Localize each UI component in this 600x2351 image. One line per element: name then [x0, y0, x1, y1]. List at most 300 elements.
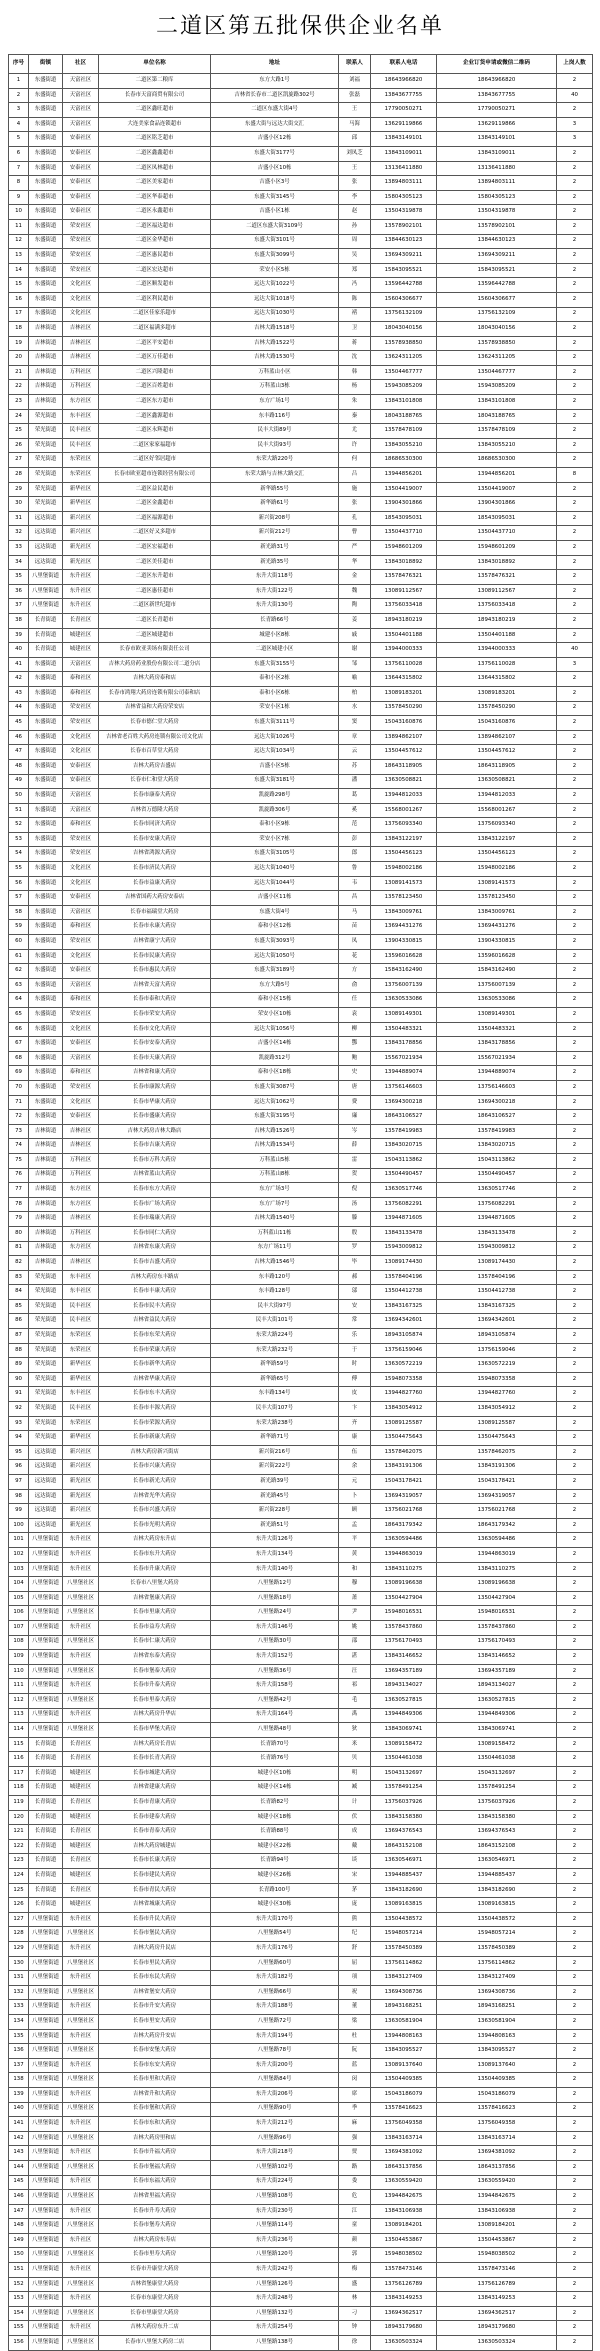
row-number-cell: 30	[9, 497, 29, 512]
town-cell: 八里堡街道	[29, 1562, 63, 1577]
staff-count-cell: 2	[557, 1635, 593, 1650]
community-cell: 荣安社区	[63, 234, 99, 249]
unit-name-cell: 长春市光明大药房	[99, 1518, 211, 1533]
table-row	[9, 1781, 593, 1796]
table-row	[9, 978, 593, 993]
row-number-cell: 132	[9, 1985, 29, 2000]
phone-cell: 13504412738	[371, 1285, 437, 1300]
phone-cell: 13944000333	[371, 643, 437, 658]
order-channel-cell: 13756126789	[437, 2277, 557, 2292]
order-channel-cell: 15043186079	[437, 2087, 557, 2102]
contact-cell: 尹	[339, 1606, 371, 1621]
contact-cell: 史	[339, 1066, 371, 1081]
table-row	[9, 365, 593, 380]
order-channel-cell: 13944842675	[437, 2190, 557, 2205]
unit-name-cell: 二道区美家超市	[99, 176, 211, 191]
table-row	[9, 1080, 593, 1095]
row-number-cell: 49	[9, 774, 29, 789]
unit-name-cell: 长春市瑞康大药房	[99, 1212, 211, 1227]
staff-count-cell: 2	[557, 1839, 593, 1854]
table-row	[9, 1533, 593, 1548]
table-row	[9, 2219, 593, 2234]
table-container	[8, 54, 592, 2345]
row-number-cell: 57	[9, 891, 29, 906]
contact-cell: 韩	[339, 365, 371, 380]
unit-name-cell: 长春市华堡大药房	[99, 1723, 211, 1738]
address-cell: 八里堡路42号	[211, 1693, 339, 1708]
row-number-cell: 88	[9, 1343, 29, 1358]
address-cell: 东盛大街3177号	[211, 146, 339, 161]
contact-cell: 卞	[339, 1402, 371, 1417]
row-number-cell: 83	[9, 1270, 29, 1285]
contact-cell: 伍	[339, 1445, 371, 1460]
contact-cell: 邹	[339, 657, 371, 672]
town-cell: 荣光街道	[29, 1329, 63, 1344]
order-channel-cell: 13756110028	[437, 657, 557, 672]
order-channel-cell: 13578462075	[437, 1445, 557, 1460]
order-channel-cell: 18643137856	[437, 2160, 557, 2175]
contact-cell: 蓝	[339, 2058, 371, 2073]
staff-count-cell: 2	[557, 1533, 593, 1548]
phone-cell: 17790050271	[371, 103, 437, 118]
address-cell: 东升大街130号	[211, 599, 339, 614]
order-channel-cell: 13904301866	[437, 497, 557, 512]
contact-cell: 伏	[339, 1810, 371, 1825]
phone-cell: 13504457612	[371, 745, 437, 760]
town-cell: 八里堡街道	[29, 2087, 63, 2102]
row-number-cell: 154	[9, 2306, 29, 2321]
phone-cell: 13904301866	[371, 497, 437, 512]
community-cell: 民丰社区	[63, 1402, 99, 1417]
town-cell: 东盛街道	[29, 993, 63, 1008]
town-cell: 东盛街道	[29, 920, 63, 935]
order-channel-cell: 13629119866	[437, 117, 557, 132]
community-cell: 民丰社区	[63, 1314, 99, 1329]
town-cell: 荣光街道	[29, 1270, 63, 1285]
town-cell: 东盛街道	[29, 234, 63, 249]
row-number-cell: 67	[9, 1037, 29, 1052]
row-number-cell: 9	[9, 190, 29, 205]
table-row	[9, 716, 593, 731]
phone-cell: 13504401188	[371, 628, 437, 643]
contact-cell: 褚	[339, 307, 371, 322]
unit-name-cell: 长春市泰和大药房	[99, 993, 211, 1008]
address-cell: 东丰路116号	[211, 409, 339, 424]
order-channel-cell: 13089112567	[437, 584, 557, 599]
row-number-cell: 84	[9, 1285, 29, 1300]
staff-count-cell: 2	[557, 205, 593, 220]
unit-name-cell: 吉林省堡康堂大药房	[99, 2277, 211, 2292]
phone-cell: 13630546971	[371, 1854, 437, 1869]
row-number-cell: 39	[9, 628, 29, 643]
phone-cell: 15943009812	[371, 1241, 437, 1256]
community-cell: 八里堡社区	[63, 1577, 99, 1592]
table-row	[9, 613, 593, 628]
address-cell: 东盛大街3195号	[211, 1110, 339, 1125]
phone-cell: 13843054912	[371, 1402, 437, 1417]
staff-count-cell: 2	[557, 1402, 593, 1417]
unit-name-cell: 二道区惠民超市	[99, 249, 211, 264]
town-cell: 荣光街道	[29, 1314, 63, 1329]
header-no: 序号	[9, 55, 29, 74]
row-number-cell: 123	[9, 1854, 29, 1869]
contact-cell: 时	[339, 1358, 371, 1373]
order-channel-cell: 13843677755	[437, 88, 557, 103]
row-number-cell: 147	[9, 2204, 29, 2219]
order-channel-cell: 13504456123	[437, 847, 557, 862]
contact-cell: 郑	[339, 263, 371, 278]
table-row	[9, 1066, 593, 1081]
table-row	[9, 1270, 593, 1285]
table-row	[9, 847, 593, 862]
town-cell: 八里堡街道	[29, 2292, 63, 2307]
community-cell: 安泰社区	[63, 190, 99, 205]
contact-cell: 毕	[339, 1256, 371, 1271]
table-row	[9, 307, 593, 322]
address-cell: 八里堡路84号	[211, 2073, 339, 2088]
phone-cell: 13504319878	[371, 205, 437, 220]
row-number-cell: 127	[9, 1912, 29, 1927]
town-cell: 八里堡街道	[29, 2277, 63, 2292]
town-cell: 荣光街道	[29, 1387, 63, 1402]
phone-cell: 13756037926	[371, 1796, 437, 1811]
contact-cell: 余	[339, 1460, 371, 1475]
unit-name-cell: 吉林大药房升安店	[99, 2029, 211, 2044]
phone-cell: 13944842675	[371, 2190, 437, 2205]
row-number-cell: 96	[9, 1460, 29, 1475]
town-cell: 吉林街道	[29, 1241, 63, 1256]
town-cell: 东盛街道	[29, 716, 63, 731]
staff-count-cell: 2	[557, 161, 593, 176]
town-cell: 吉林街道	[29, 1168, 63, 1183]
phone-cell: 13944812033	[371, 789, 437, 804]
table-row	[9, 1489, 593, 1504]
unit-name-cell: 长春市仁和堂大药房	[99, 774, 211, 789]
contact-cell: 吕	[339, 468, 371, 483]
phone-cell: 13504461038	[371, 1752, 437, 1767]
community-cell: 泰和社区	[63, 818, 99, 833]
table-row	[9, 1971, 593, 1986]
contact-cell: 酆	[339, 1037, 371, 1052]
phone-cell: 13843106938	[371, 2204, 437, 2219]
address-cell: 东荣大路224号	[211, 1329, 339, 1344]
community-cell: 八里堡社区	[63, 1606, 99, 1621]
unit-name-cell: 长春市安堡大药房	[99, 2044, 211, 2059]
unit-name-cell: 二道区金鑫超市	[99, 497, 211, 512]
staff-count-cell: 3	[557, 657, 593, 672]
phone-cell: 13756146603	[371, 1080, 437, 1095]
town-cell: 八里堡街道	[29, 2204, 63, 2219]
row-number-cell: 11	[9, 219, 29, 234]
phone-cell: 13644315802	[371, 672, 437, 687]
town-cell: 荣光街道	[29, 1299, 63, 1314]
contact-cell: 韦	[339, 876, 371, 891]
town-cell: 荣光街道	[29, 424, 63, 439]
unit-name-cell: 长春市青民大药房	[99, 1883, 211, 1898]
phone-cell: 13624311205	[371, 351, 437, 366]
staff-count-cell: 2	[557, 219, 593, 234]
phone-cell: 13756159046	[371, 1343, 437, 1358]
town-cell: 八里堡街道	[29, 2131, 63, 2146]
order-channel-cell: 13504490457	[437, 1168, 557, 1183]
address-cell: 泰和小区18栋	[211, 1066, 339, 1081]
phone-cell: 13504483321	[371, 1022, 437, 1037]
community-cell: 安泰社区	[63, 964, 99, 979]
unit-name-cell: 吉林省堡安大药房	[99, 1985, 211, 2000]
unit-name-cell: 二道区兴隆超市	[99, 365, 211, 380]
order-channel-cell: 15043160876	[437, 716, 557, 731]
order-channel-cell: 13578123450	[437, 891, 557, 906]
community-cell: 长青社区	[63, 613, 99, 628]
table-row	[9, 789, 593, 804]
community-cell: 八里堡社区	[63, 2248, 99, 2263]
address-cell: 东升大街158号	[211, 1679, 339, 1694]
staff-count-cell: 2	[557, 1153, 593, 1168]
table-row	[9, 1475, 593, 1490]
phone-cell: 18943180219	[371, 613, 437, 628]
staff-count-cell: 2	[557, 2000, 593, 2015]
staff-count-cell: 2	[557, 1504, 593, 1519]
contact-cell: 蒋	[339, 336, 371, 351]
row-number-cell: 35	[9, 570, 29, 585]
row-number-cell: 95	[9, 1445, 29, 1460]
row-number-cell: 116	[9, 1752, 29, 1767]
row-number-cell: 113	[9, 1708, 29, 1723]
community-cell: 城建社区	[63, 1898, 99, 1913]
town-cell: 东盛街道	[29, 876, 63, 891]
community-cell: 新华社区	[63, 482, 99, 497]
order-channel-cell: 13843054912	[437, 1402, 557, 1417]
row-number-cell: 119	[9, 1796, 29, 1811]
row-number-cell: 22	[9, 380, 29, 395]
table-row	[9, 117, 593, 132]
staff-count-cell: 2	[557, 1796, 593, 1811]
unit-name-cell: 长春市东荣大药房	[99, 1329, 211, 1344]
unit-name-cell: 二道区长青超市	[99, 613, 211, 628]
unit-name-cell: 吉林省益民大药房	[99, 1314, 211, 1329]
unit-name-cell: 长春市八里堡大药房二店	[99, 2336, 211, 2351]
row-number-cell: 93	[9, 1416, 29, 1431]
table-row	[9, 2058, 593, 2073]
staff-count-cell: 2	[557, 74, 593, 89]
phone-cell: 13944808163	[371, 2029, 437, 2044]
phone-cell: 18643137856	[371, 2160, 437, 2175]
row-number-cell: 48	[9, 759, 29, 774]
phone-cell: 13756007139	[371, 978, 437, 993]
row-number-cell: 25	[9, 424, 29, 439]
community-cell: 八里堡社区	[63, 2336, 99, 2351]
address-cell: 民丰大街101号	[211, 1314, 339, 1329]
order-channel-cell: 18043188765	[437, 409, 557, 424]
address-cell: 新兴街208号	[211, 511, 339, 526]
phone-cell: 13578404196	[371, 1270, 437, 1285]
row-number-cell: 43	[9, 686, 29, 701]
address-cell: 东升大街126号	[211, 1533, 339, 1548]
town-cell: 八里堡街道	[29, 1927, 63, 1942]
phone-cell: 13843020715	[371, 1139, 437, 1154]
contact-cell: 张	[339, 176, 371, 191]
town-cell: 长青街道	[29, 1810, 63, 1825]
row-number-cell: 61	[9, 949, 29, 964]
unit-name-cell: 长春市华康大药房	[99, 1095, 211, 1110]
order-channel-cell: 13843178856	[437, 1037, 557, 1052]
phone-cell: 13694342601	[371, 1314, 437, 1329]
unit-name-cell: 吉林省光华大药房	[99, 1489, 211, 1504]
table-row	[9, 2204, 593, 2219]
address-cell: 远达大街1062号	[211, 1095, 339, 1110]
order-channel-cell: 13694342601	[437, 1314, 557, 1329]
community-cell: 八里堡社区	[63, 2160, 99, 2175]
phone-cell: 13756114862	[371, 1956, 437, 1971]
town-cell: 东盛街道	[29, 103, 63, 118]
contact-cell: 廉	[339, 1110, 371, 1125]
unit-name-cell: 吉林省里福大药房	[99, 2190, 211, 2205]
row-number-cell: 53	[9, 832, 29, 847]
order-channel-cell: 18943168251	[437, 2000, 557, 2015]
row-number-cell: 4	[9, 117, 29, 132]
table-row	[9, 1606, 593, 1621]
address-cell: 新光路39号	[211, 1475, 339, 1490]
row-number-cell: 56	[9, 876, 29, 891]
unit-name-cell: 二道区第二粮库	[99, 74, 211, 89]
row-number-cell: 86	[9, 1314, 29, 1329]
row-number-cell: 114	[9, 1723, 29, 1738]
address-cell: 新华路65号	[211, 1372, 339, 1387]
address-cell: 八里堡路36号	[211, 1664, 339, 1679]
community-cell: 东荣社区	[63, 1329, 99, 1344]
staff-count-cell: 2	[557, 2336, 593, 2351]
contact-cell: 严	[339, 541, 371, 556]
contact-cell: 平	[339, 1533, 371, 1548]
community-cell: 天富社区	[63, 74, 99, 89]
address-cell: 民丰大街97号	[211, 1299, 339, 1314]
unit-name-cell: 长春市福瑞堂大药房	[99, 905, 211, 920]
town-cell: 八里堡街道	[29, 2117, 63, 2132]
phone-cell: 13596442788	[371, 278, 437, 293]
row-number-cell: 90	[9, 1372, 29, 1387]
address-cell: 东升大街122号	[211, 584, 339, 599]
town-cell: 东盛街道	[29, 686, 63, 701]
contact-cell: 魏	[339, 584, 371, 599]
table-row	[9, 1095, 593, 1110]
staff-count-cell: 2	[557, 1577, 593, 1592]
town-cell: 东盛街道	[29, 1022, 63, 1037]
order-channel-cell: 15568001267	[437, 803, 557, 818]
contact-cell: 元	[339, 1475, 371, 1490]
row-number-cell: 124	[9, 1869, 29, 1884]
staff-count-cell: 2	[557, 1664, 593, 1679]
community-cell: 东升社区	[63, 2058, 99, 2073]
contact-cell: 昌	[339, 891, 371, 906]
community-cell: 城建社区	[63, 1810, 99, 1825]
town-cell: 长青街道	[29, 1839, 63, 1854]
phone-cell: 13843109011	[371, 146, 437, 161]
row-number-cell: 108	[9, 1635, 29, 1650]
phone-cell: 15948016531	[371, 1606, 437, 1621]
unit-name-cell: 吉林省万德隆大药房	[99, 803, 211, 818]
staff-count-cell: 2	[557, 1781, 593, 1796]
order-channel-cell: 15043132697	[437, 1766, 557, 1781]
town-cell: 长青街道	[29, 643, 63, 658]
phone-cell: 13630503324	[371, 2336, 437, 2351]
contact-cell: 和	[339, 1562, 371, 1577]
table-row	[9, 1547, 593, 1562]
community-cell: 荣安社区	[63, 1008, 99, 1023]
order-channel-cell: 13578476321	[437, 570, 557, 585]
town-cell: 八里堡街道	[29, 2190, 63, 2205]
address-cell: 八里堡路18号	[211, 1591, 339, 1606]
contact-cell: 谢	[339, 643, 371, 658]
row-number-cell: 137	[9, 2058, 29, 2073]
phone-cell: 13504490457	[371, 1168, 437, 1183]
table-row	[9, 1810, 593, 1825]
staff-count-cell: 2	[557, 584, 593, 599]
contact-cell: 华	[339, 555, 371, 570]
staff-count-cell: 2	[557, 2204, 593, 2219]
unit-name-cell: 长春市丰源大药房	[99, 1402, 211, 1417]
phone-cell: 13843163714	[371, 2131, 437, 2146]
row-number-cell: 131	[9, 1971, 29, 1986]
address-cell: 东升大街134号	[211, 1547, 339, 1562]
order-channel-cell: 13630508821	[437, 774, 557, 789]
staff-count-cell: 8	[557, 468, 593, 483]
table-row	[9, 862, 593, 877]
table-row	[9, 541, 593, 556]
phone-cell: 13843101808	[371, 395, 437, 410]
staff-count-cell: 2	[557, 1679, 593, 1694]
phone-cell: 15567021934	[371, 1051, 437, 1066]
contact-cell: 谈	[339, 1854, 371, 1869]
order-channel-cell: 13694381092	[437, 2146, 557, 2161]
order-channel-cell: 13504437710	[437, 526, 557, 541]
community-cell: 东升社区	[63, 2204, 99, 2219]
address-cell: 东方广场7号	[211, 1197, 339, 1212]
staff-count-cell: 2	[557, 234, 593, 249]
contact-cell: 葛	[339, 789, 371, 804]
address-cell: 吉盛小区5栋	[211, 759, 339, 774]
staff-count-cell: 2	[557, 176, 593, 191]
staff-count-cell: 2	[557, 351, 593, 366]
town-cell: 八里堡街道	[29, 1664, 63, 1679]
unit-name-cell: 长春市里寿大药房	[99, 2248, 211, 2263]
address-cell: 泰和小区9栋	[211, 818, 339, 833]
address-cell: 东盛大街3181号	[211, 774, 339, 789]
town-cell: 东盛街道	[29, 1095, 63, 1110]
phone-cell: 13843069741	[371, 1723, 437, 1738]
table-row	[9, 1343, 593, 1358]
town-cell: 长青街道	[29, 1854, 63, 1869]
address-cell: 泰和小区15栋	[211, 993, 339, 1008]
staff-count-cell: 2	[557, 2277, 593, 2292]
community-cell: 城建社区	[63, 628, 99, 643]
town-cell: 八里堡街道	[29, 599, 63, 614]
contact-cell: 陈	[339, 292, 371, 307]
order-channel-cell: 13630533086	[437, 993, 557, 1008]
phone-cell: 13089112567	[371, 584, 437, 599]
phone-cell: 13843127409	[371, 1971, 437, 1986]
staff-count-cell: 40	[557, 88, 593, 103]
unit-name-cell: 长春市兴康大药房	[99, 1460, 211, 1475]
town-cell: 东盛街道	[29, 759, 63, 774]
phone-cell: 13089183201	[371, 686, 437, 701]
row-number-cell: 80	[9, 1226, 29, 1241]
staff-count-cell: 2	[557, 1066, 593, 1081]
order-channel-cell: 15948016531	[437, 1606, 557, 1621]
order-channel-cell: 18943180219	[437, 613, 557, 628]
staff-count-cell: 3	[557, 117, 593, 132]
order-channel-cell: 13756170493	[437, 1635, 557, 1650]
order-channel-cell: 18543095031	[437, 511, 557, 526]
